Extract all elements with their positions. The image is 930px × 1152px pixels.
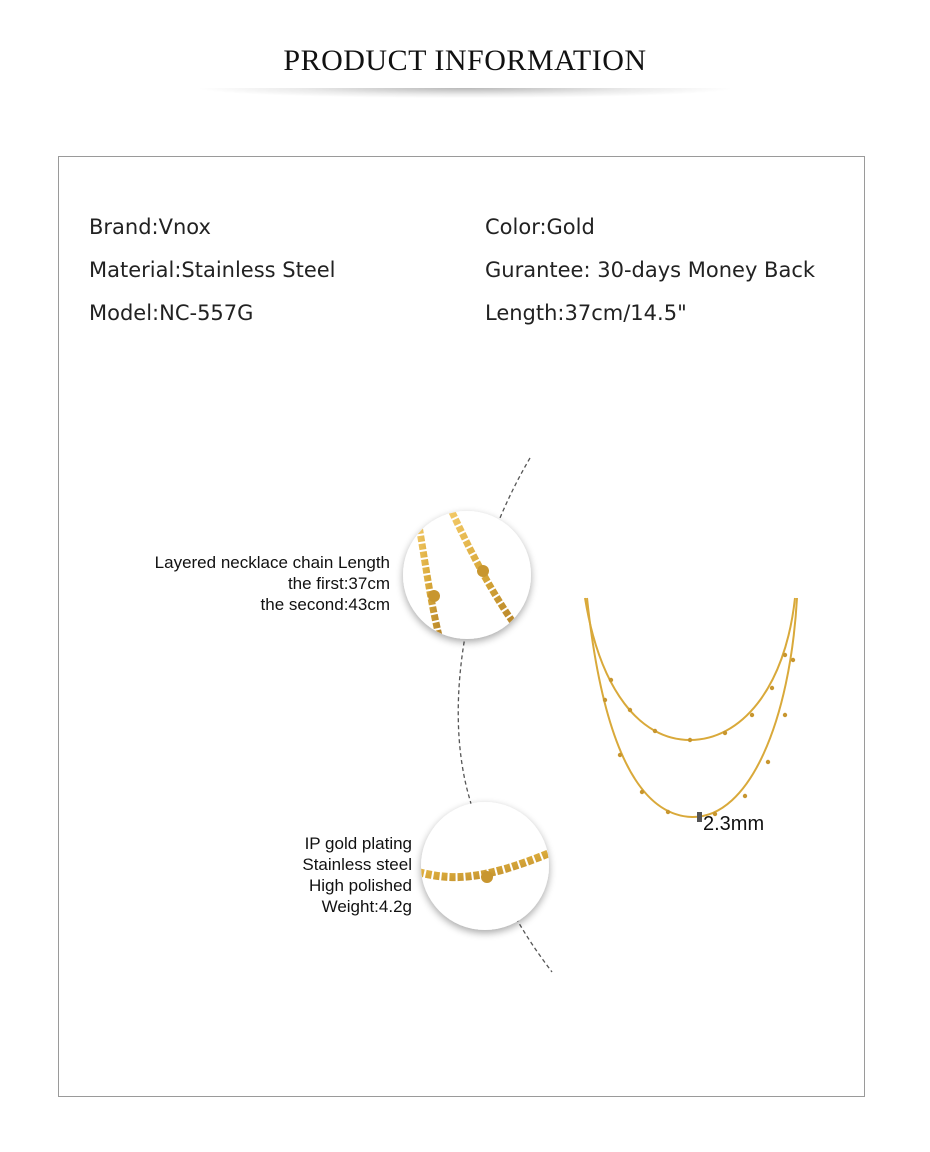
necklace-strand-short <box>585 598 795 740</box>
zoom-circle-bottom <box>418 802 552 930</box>
callout-weight: Weight:4.2g <box>321 897 412 916</box>
spec-brand: Brand:Vnox <box>89 215 211 239</box>
callout-second-length: the second:43cm <box>260 595 390 614</box>
spec-guarantee: Gurantee: 30-days Money Back <box>485 258 816 282</box>
necklace-strand-long <box>587 598 797 817</box>
spec-color: Color:Gold <box>485 215 595 239</box>
chain-width-label: 2.3mm <box>703 813 765 835</box>
page-title: PRODUCT INFORMATION <box>283 44 647 77</box>
callout-polish: High polished <box>308 876 412 895</box>
zoom-circle-top <box>403 511 531 640</box>
callout-steel: Stainless steel <box>302 855 412 874</box>
callout-first-length: the first:37cm <box>287 574 390 593</box>
callout-material <box>230 833 412 917</box>
callout-plating: IP gold plating <box>304 834 412 853</box>
callout-chain-length-line: Layered necklace chain Length <box>154 553 390 572</box>
necklace-image <box>585 598 797 822</box>
callout-chain-length <box>120 552 390 615</box>
spec-length: Length:37cm/14.5" <box>485 301 687 325</box>
spec-model: Model:NC-557G <box>89 301 254 325</box>
spec-material: Material:Stainless Steel <box>89 258 336 282</box>
